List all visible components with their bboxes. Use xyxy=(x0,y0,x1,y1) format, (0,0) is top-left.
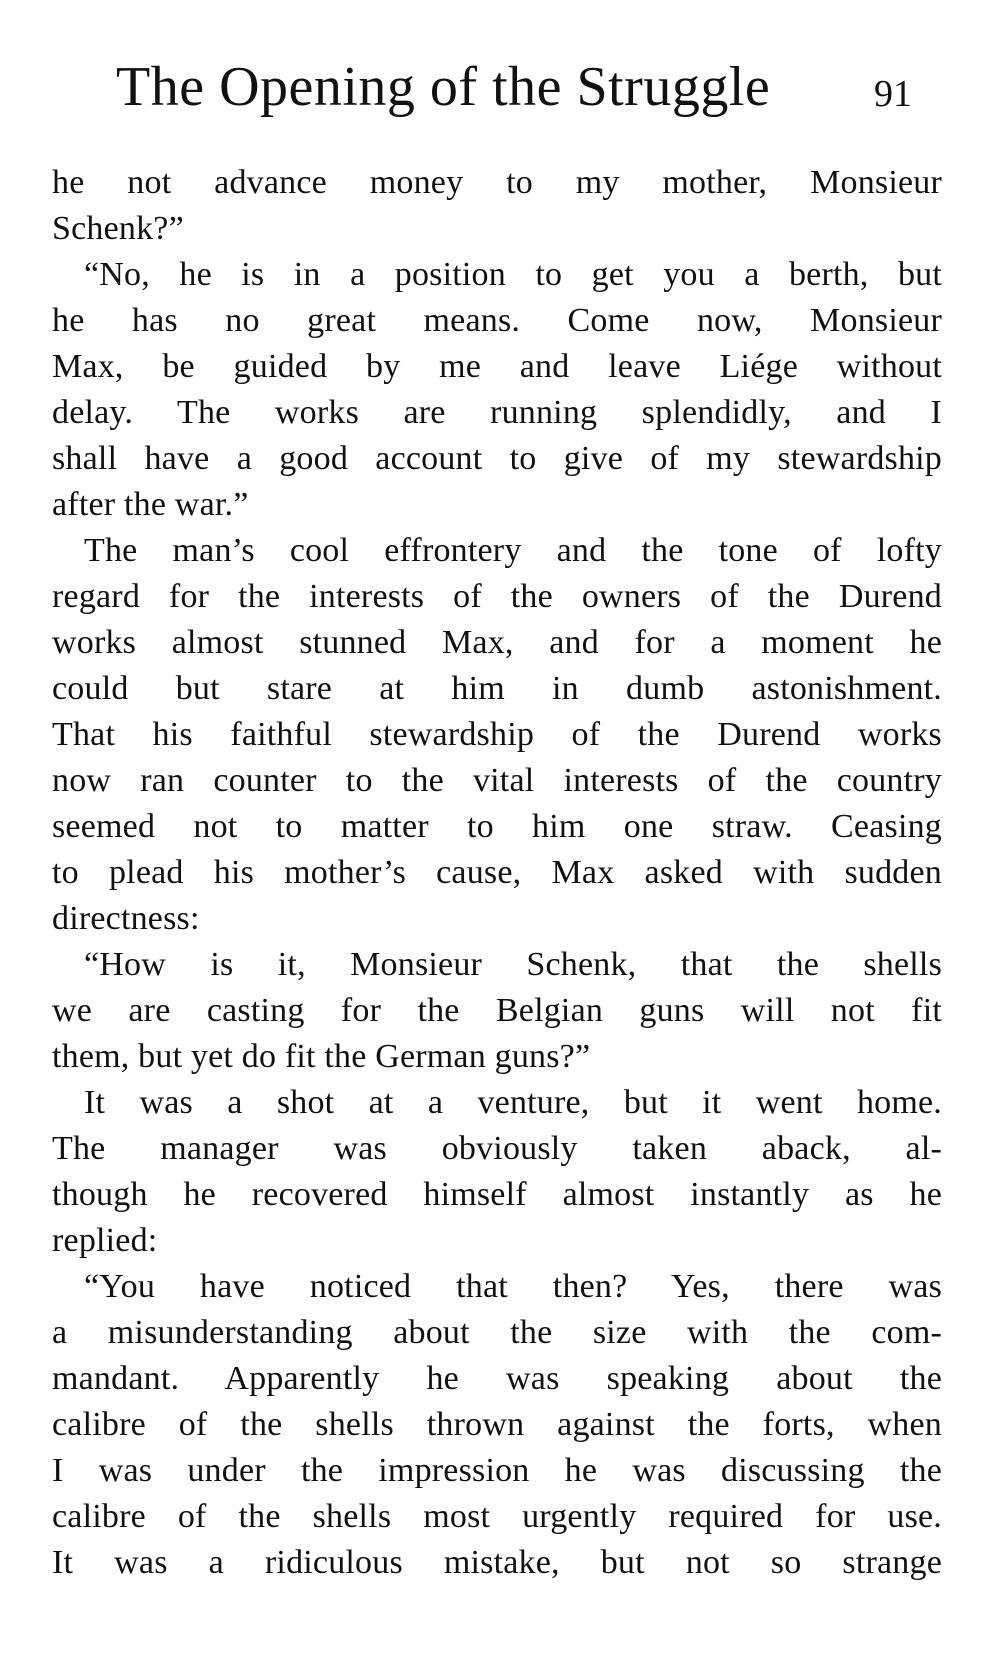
text-line-18: “How is it, Monsieur Schenk, that the shells xyxy=(84,946,942,983)
text-line-13: That his faithful stewardship of the Durend works xyxy=(52,716,942,753)
text-line-27: mandant. Apparently he was speaking about the xyxy=(52,1360,942,1397)
text-line-24: replied: xyxy=(52,1222,158,1259)
text-line-31: It was a ridiculous mistake, but not so strange xyxy=(52,1544,942,1581)
text-line-26: a misunderstanding about the size with the com- xyxy=(52,1314,942,1351)
text-line-17: directness: xyxy=(52,900,200,937)
text-line-16: to plead his mother’s cause, Max asked with sudden xyxy=(52,854,942,891)
text-line-28: calibre of the shells thrown against the forts, when xyxy=(52,1406,942,1443)
text-line-20: them, but yet do fit the German guns?” xyxy=(52,1038,591,1075)
text-line-23: though he recovered himself almost instantly as he xyxy=(52,1176,942,1213)
text-line-15: seemed not to matter to him one straw. Ceasing xyxy=(52,808,942,845)
text-line-10: regard for the interests of the owners of the Durend xyxy=(52,578,942,615)
text-line-25: “You have noticed that then? Yes, there was xyxy=(84,1268,942,1305)
page-header xyxy=(0,52,1000,122)
text-line-2: Schenk?” xyxy=(52,210,184,247)
text-line-7: shall have a good account to give of my stewardship xyxy=(52,440,942,477)
text-line-11: works almost stunned Max, and for a moment he xyxy=(52,624,942,661)
text-line-21: It was a shot at a venture, but it went home. xyxy=(84,1084,942,1121)
text-line-8: after the war.” xyxy=(52,486,249,523)
text-line-6: delay. The works are running splendidly, and I xyxy=(52,394,942,431)
text-line-4: he has no great means. Come now, Monsieur xyxy=(52,302,942,339)
body-text xyxy=(52,160,942,1586)
text-line-22: The manager was obviously taken aback, al- xyxy=(52,1130,942,1167)
text-line-14: now ran counter to the vital interests of the country xyxy=(52,762,942,799)
text-line-5: Max, be guided by me and leave Liége without xyxy=(52,348,942,385)
text-line-30: calibre of the shells most urgently required for use. xyxy=(52,1498,942,1535)
text-line-29: I was under the impression he was discussing the xyxy=(52,1452,942,1489)
text-line-3: “No, he is in a position to get you a berth, but xyxy=(84,256,942,293)
page-number: 91 xyxy=(874,73,912,115)
text-line-1: he not advance money to my mother, Monsieur xyxy=(52,164,942,201)
text-line-12: could but stare at him in dumb astonishment. xyxy=(52,670,942,707)
text-line-19: we are casting for the Belgian guns will not fit xyxy=(52,992,942,1029)
running-title: The Opening of the Struggle xyxy=(116,56,771,118)
text-line-9: The man’s cool effrontery and the tone of lofty xyxy=(84,532,942,569)
